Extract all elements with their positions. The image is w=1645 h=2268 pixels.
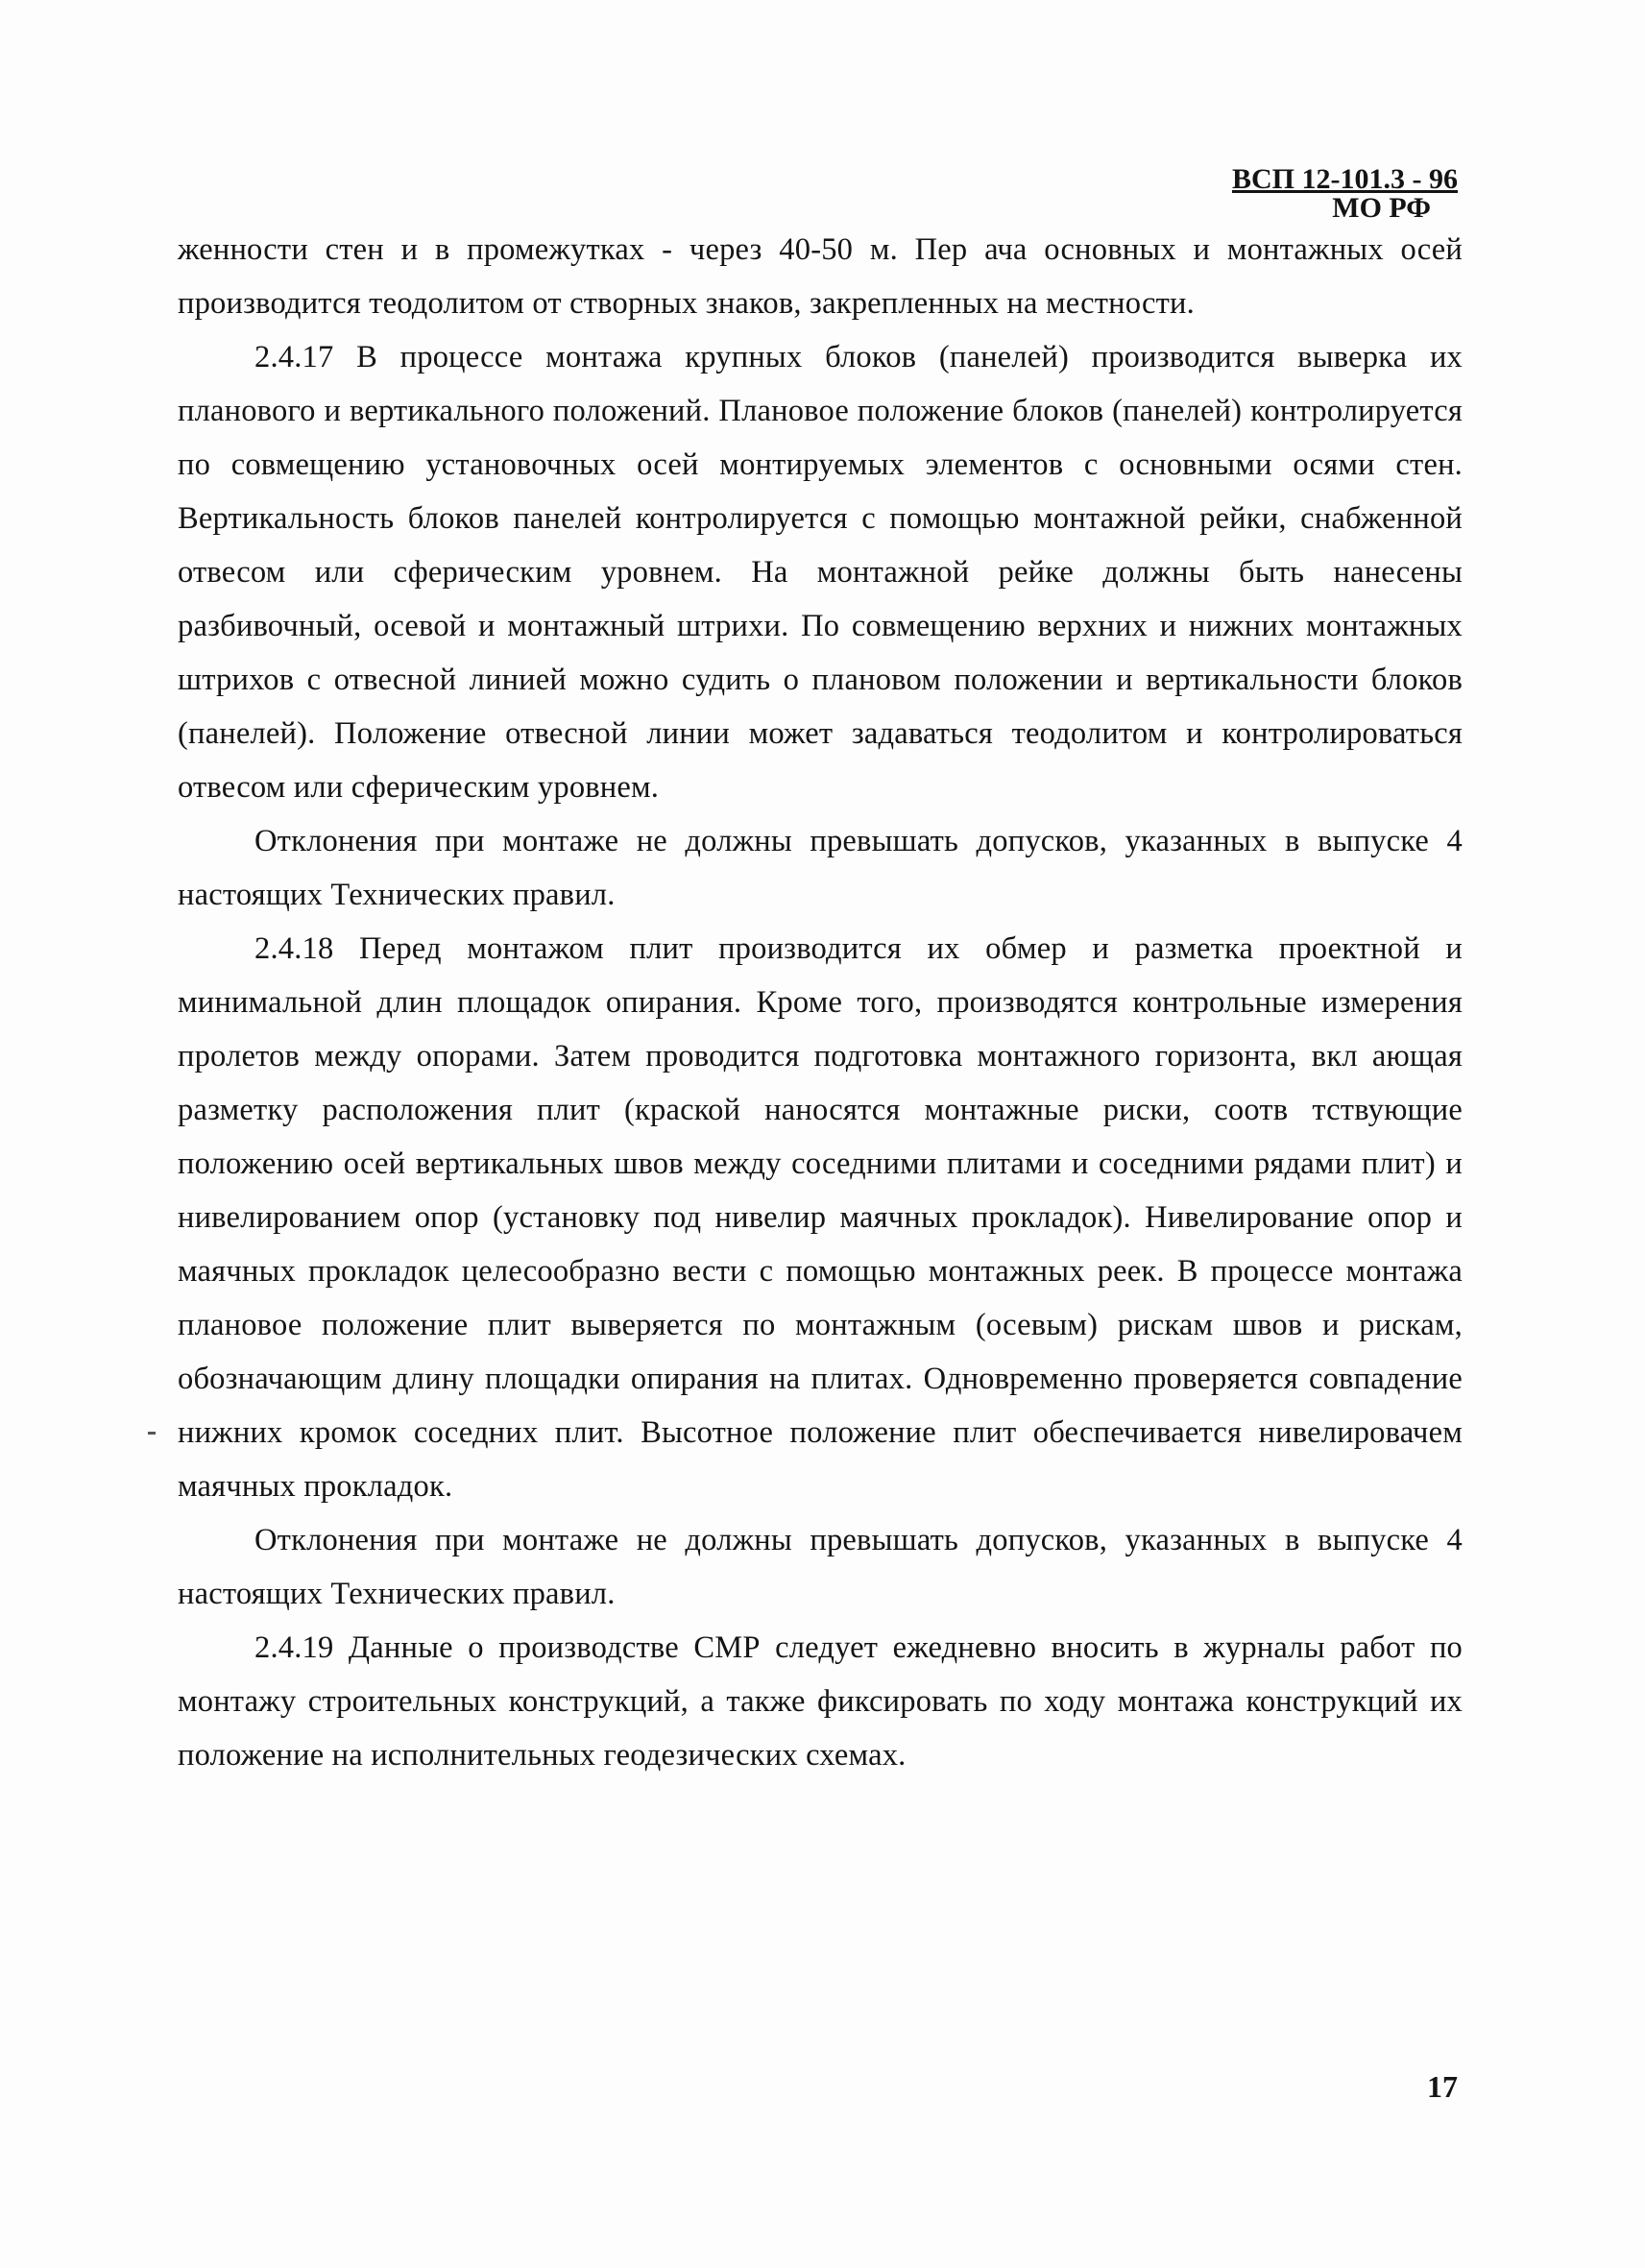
standard-code: ВСП 12-101.3 - 96 (1232, 163, 1458, 195)
body-text (178, 223, 1463, 1782)
document-header (1232, 165, 1458, 223)
paragraph-2-4-17: 2.4.17 В процессе монтажа крупных блоков (панелей) производится выверка их планового и вертикального положений. Плановое положение блоков (панелей) контролируется по совмещению установочных осей монтируемых элементов с основными осями стен. Вертикальность блоков панелей контролируется с помощью монтажной рейки, снабженной отвесом или сферическим уровнем. На монтажной рейке должны быть нанесены разбивочный, осевой и монтажный штрихи. По совмещению верхних и нижних монтажных штрихов с отвесной линией можно судить о плановом положении и вертикальности блоков (панелей). Положение отвесной линии может задаваться теодолитом и контролироваться отвесом или сферическим уровнем. (178, 340, 1463, 805)
page-number: 17 (1427, 2069, 1458, 2104)
paragraph-tolerance-note: Отклонения при монтаже не должны превышать допусков, указанных в выпуске 4 настоящих Технических правил. (178, 1523, 1463, 1611)
organization-label: МО РФ (1332, 192, 1431, 224)
paragraph-2-4-18: 2.4.18 Перед монтажом плит производится их обмер и разметка проектной и минимальной длин площадок опирания. Кроме того, производятся контрольные измерения пролетов между опорами. Затем проводится подготовка монтажного горизонта, вкл ающая разметку расположения плит (краской наносятся монтажные риски, соотв тствующие положению осей вертикальных швов между соседними плитами и соседними рядами плит) и нивелированием опор (установку под нивелир маячных прокладок). Нивелирование опор и маячных прокладок целесообразно вести с помощью монтажных реек. В процессе монтажа плановое положение плит выверяется по монтажным (осевым) рискам швов и рискам, обозначающим длину площадки опирания на плитах. Одновременно проверяется совпадение нижних кромок соседних плит. Высотное положение плит обеспечивается нивелировачем маячных прокладок. (178, 931, 1463, 1504)
paragraph-continuation: женности стен и в промежутках - через 40-50 м. Пер ача основных и монтажных осей производится теодолитом от створных знаков, закрепленных на местности. (178, 232, 1463, 321)
scan-artifact (148, 1432, 156, 1435)
paragraph-tolerance-note: Отклонения при монтаже не должны превышать допусков, указанных в выпуске 4 настоящих Технических правил. (178, 824, 1463, 912)
paragraph-2-4-19: 2.4.19 Данные о производстве СМР следует ежедневно вносить в журналы работ по монтажу строительных конструкций, а также фиксировать по ходу монтажа конструкций их положение на исполнительных геодезических схемах. (178, 1630, 1463, 1773)
